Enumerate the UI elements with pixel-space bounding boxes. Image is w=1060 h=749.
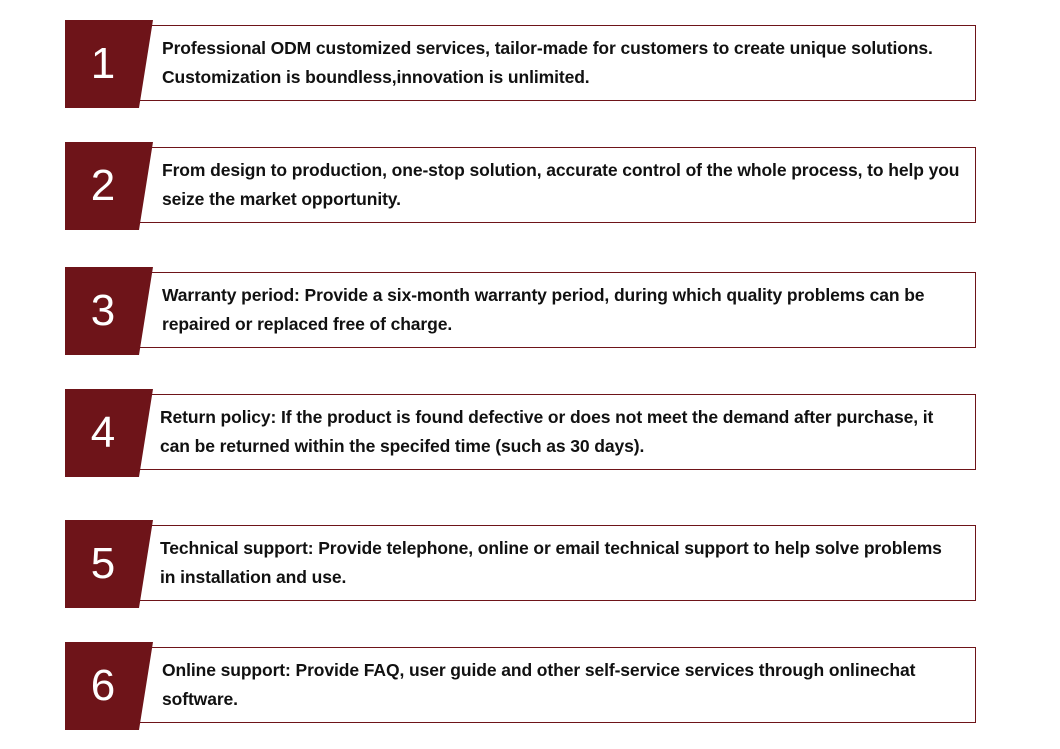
number-badge (65, 389, 153, 477)
service-text-box (133, 647, 976, 723)
service-text: From design to production, one-stop solution, accurate control of the whole process, to help you seize the market opportunity. (162, 160, 960, 209)
service-text: Online support: Provide FAQ, user guide and other self-service services through onlinechat software. (162, 660, 916, 709)
badge-number: 1 (90, 39, 116, 88)
number-badge (65, 642, 153, 730)
service-text-box (133, 394, 976, 470)
service-text-box (133, 272, 976, 348)
number-badge (65, 142, 153, 230)
service-item (65, 142, 978, 230)
service-item (65, 20, 978, 108)
service-item (65, 267, 978, 355)
service-item (65, 389, 978, 477)
badge-number: 2 (90, 161, 116, 210)
badge-number: 3 (90, 286, 116, 335)
service-item (65, 520, 978, 608)
badge-number: 5 (90, 539, 116, 588)
service-text: Return policy: If the product is found defective or does not meet the demand after purchase, it can be returned within the specifed time (such as 30 days). (160, 407, 934, 456)
badge-number: 4 (90, 408, 116, 457)
service-text-box (133, 525, 976, 601)
number-badge (65, 267, 153, 355)
service-text: Warranty period: Provide a six-month warranty period, during which quality problems can be repaired or replaced free of charge. (162, 285, 925, 334)
number-badge (65, 20, 153, 108)
service-text: Technical support: Provide telephone, online or email technical support to help solve problems in installation and use. (160, 538, 942, 587)
number-badge (65, 520, 153, 608)
service-text: Professional ODM customized services, tailor-made for customers to create unique solutions. Customization is boundless,innovation is unlimited. (162, 38, 933, 87)
service-item (65, 642, 978, 730)
badge-number: 6 (90, 661, 116, 710)
service-text-box (133, 147, 976, 223)
service-text-box (133, 25, 976, 101)
